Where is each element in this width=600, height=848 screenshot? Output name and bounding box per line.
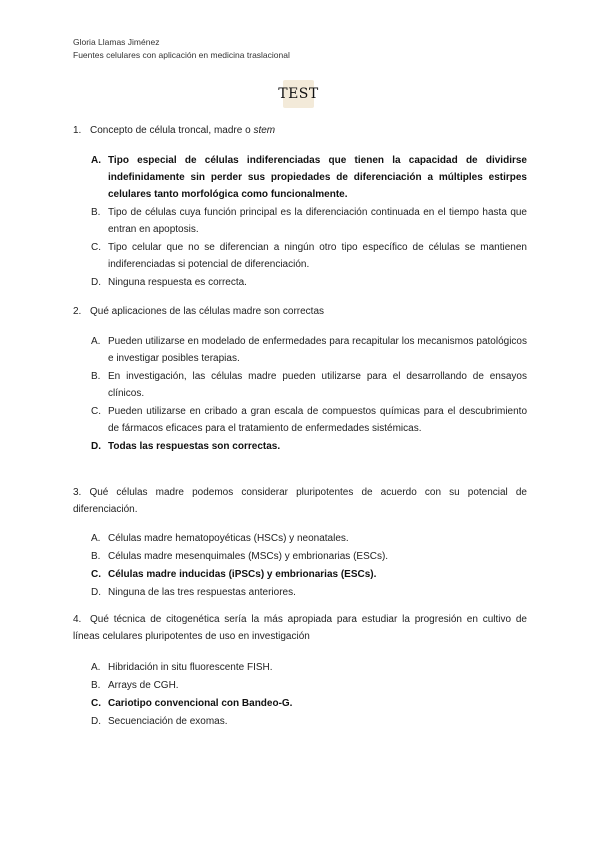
- option-c: C. Tipo celular que no se diferencian a ningún otro tipo específico de células se mantienen indiferenciadas si potencial de diferenciación.: [91, 242, 527, 270]
- question-text-italic: stem: [253, 125, 276, 136]
- question-2: [73, 303, 527, 320]
- option-b: B. Tipo de células cuya función principal es la diferenciación continuada en el tiempo hasta que entran en apoptosis.: [91, 207, 527, 235]
- question-text: Qué técnica de citogenética sería la más apropiada para estudiar la progresión en cultivo de líneas celulares pluripotentes de uso en investigación: [73, 614, 527, 642]
- course-subtitle: Fuentes celulares con aplicación en medicina traslacional: [73, 50, 290, 60]
- question-text: Concepto de célula troncal, madre o: [90, 125, 254, 136]
- question-4-options: [91, 659, 527, 731]
- option-b: B. Arrays de CGH.: [91, 680, 179, 691]
- author-name: Gloria Llamas Jiménez: [73, 37, 160, 47]
- question-text: Qué aplicaciones de las células madre son correctas: [90, 306, 325, 317]
- option-d: D. Secuenciación de exomas.: [91, 716, 228, 727]
- option-c: C. Cariotipo convencional con Bandeo-G.: [91, 698, 293, 709]
- option-d: D. Ninguna respuesta es correcta.: [91, 277, 247, 288]
- question-3: [73, 484, 527, 518]
- question-3-options: [91, 530, 527, 602]
- question-1-options: [91, 152, 527, 292]
- option-a: A. Tipo especial de células indiferenciadas que tienen la capacidad de dividirse indefinidamente sin perder sus propiedades de diferenciación a múltiples estirpes celulares tanto morfológica como funcionalmente.: [91, 155, 527, 200]
- page-title: TEST: [278, 86, 319, 102]
- option-c: C. Pueden utilizarse en cribado a gran escala de compuestos químicas para el descubrimiento de fármacos eficaces para el tratamiento de enfermedades sistémicas.: [91, 406, 527, 434]
- question-text: Qué células madre podemos considerar pluripotentes de acuerdo con su potencial de diferenciación.: [73, 487, 527, 515]
- question-1: [73, 122, 527, 139]
- option-c: C. Células madre inducidas (iPSCs) y embrionarias (ESCs).: [91, 569, 377, 580]
- option-a: A. Células madre hematopoyéticas (HSCs) y neonatales.: [91, 533, 349, 544]
- page-title-box: [278, 80, 319, 108]
- question-2-options: [91, 333, 527, 456]
- option-a: A. Hibridación in situ fluorescente FISH.: [91, 662, 273, 673]
- question-number: 4.: [73, 614, 82, 625]
- option-b: B. En investigación, las células madre pueden utilizarse para el desarrollando de ensayos clínicos.: [91, 371, 527, 399]
- option-a: A. Pueden utilizarse en modelado de enfermedades para recapitular los mecanismos patológicos e investigar posibles terapias.: [91, 336, 527, 364]
- document-header: [73, 36, 290, 62]
- option-d: D. Ninguna de las tres respuestas anteriores.: [91, 587, 296, 598]
- question-number: 2.: [73, 306, 82, 317]
- question-number: 1.: [73, 125, 82, 136]
- option-b: B. Células madre mesenquimales (MSCs) y embrionarias (ESCs).: [91, 551, 389, 562]
- question-number: 3.: [73, 487, 82, 498]
- question-4: [73, 611, 527, 645]
- option-d: D. Todas las respuestas son correctas.: [91, 441, 281, 452]
